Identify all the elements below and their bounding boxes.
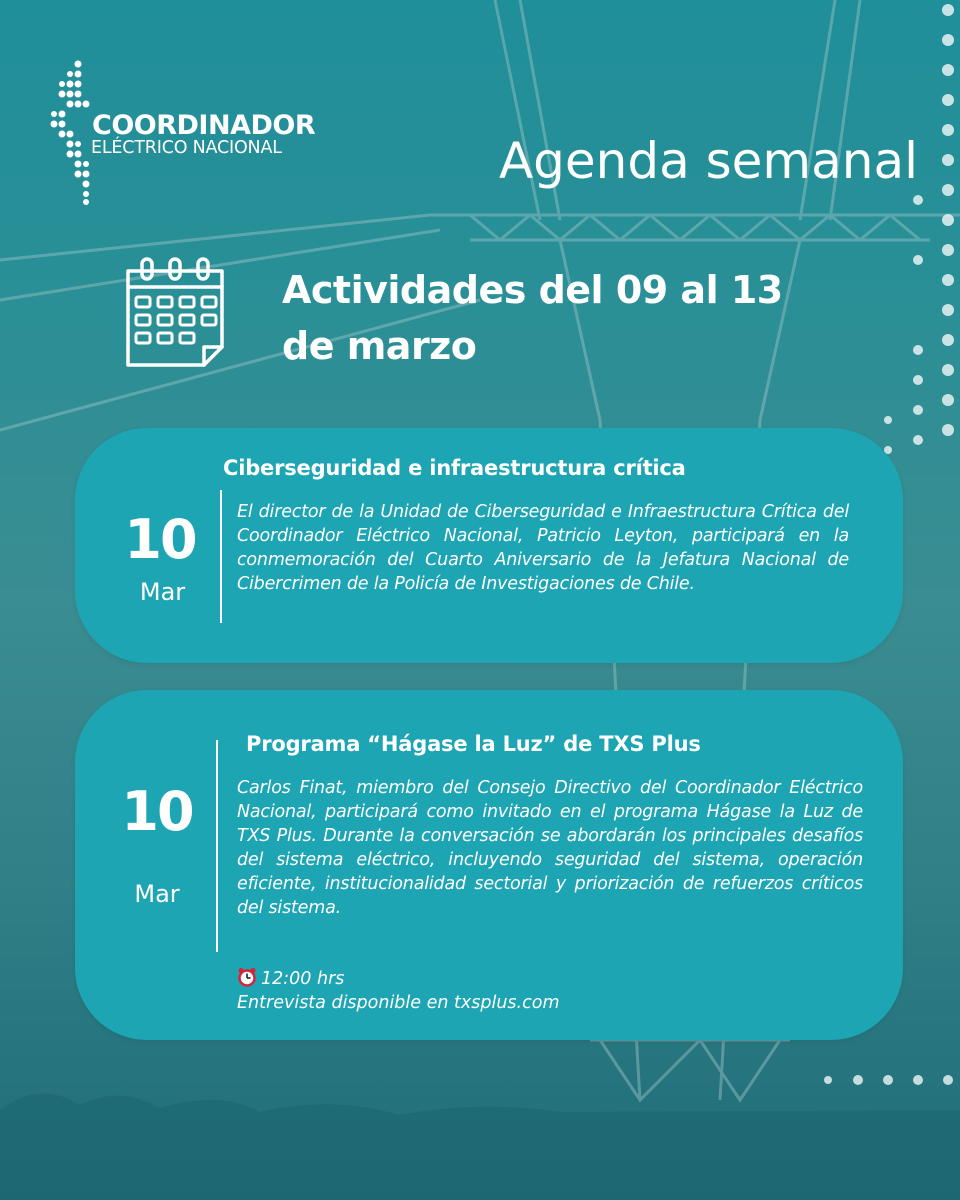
activity-card bbox=[75, 690, 903, 1040]
page-title: Agenda semanal bbox=[498, 131, 918, 190]
activity-title: Ciberseguridad e infraestructura crítica bbox=[223, 456, 686, 480]
logo-subtitle: ELÉCTRICO NACIONAL bbox=[91, 138, 282, 158]
logo-title: COORDINADOR bbox=[92, 110, 316, 141]
activity-day: 10 bbox=[121, 780, 193, 843]
activity-month: Mar bbox=[139, 578, 186, 606]
week-title: Actividades del 09 al 13 de marzo bbox=[282, 268, 783, 368]
activity-day: 10 bbox=[124, 508, 196, 571]
activity-card bbox=[75, 428, 903, 663]
alarm-clock-icon bbox=[237, 967, 257, 987]
calendar-icon bbox=[120, 255, 230, 371]
divider bbox=[216, 740, 218, 952]
activity-month: Mar bbox=[134, 880, 180, 908]
activity-description: El director de la Unidad de Ciberseguridad e Infraestructura Crítica del Coordinador Eléctrico Nacional, Patricio Leyton, participará en la conmemoración del Cuarto Aniversario de la Jefatura Nacional de Cibercrimen de la Policía de Investigaciones de Chile. bbox=[237, 502, 849, 594]
activity-title: Programa “Hágase la Luz” de TXS Plus bbox=[246, 732, 701, 756]
activity-time-text: 12:00 hrs bbox=[261, 969, 345, 989]
activity-time bbox=[237, 967, 344, 991]
divider bbox=[220, 490, 222, 623]
activity-description: Carlos Finat, miembro del Consejo Directivo del Coordinador Eléctrico Nacional, participará como invitado en el programa Hágase la Luz de TXS Plus. Durante la conversación se abordarán los principales desafíos del sistema eléctrico, incluyendo seguridad del sistema, operación eficiente, institucionalidad sectorial y priorización de refuerzos críticos del sistema. bbox=[237, 778, 863, 918]
activity-availability: Entrevista disponible en txsplus.com bbox=[237, 993, 560, 1013]
